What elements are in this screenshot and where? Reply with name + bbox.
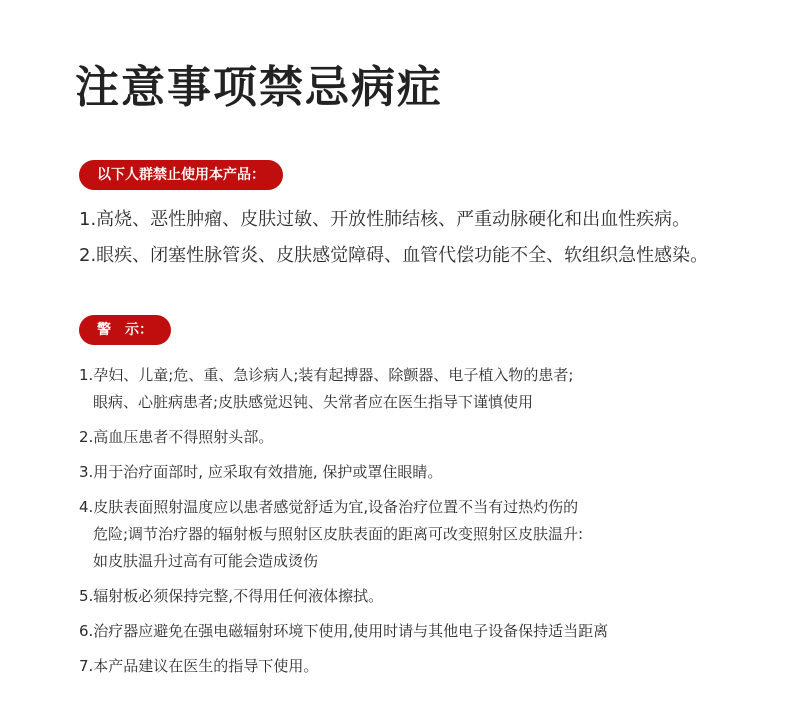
item-line: 5.辐射板必须保持完整,不得用任何液体擦拭。 bbox=[79, 587, 384, 605]
item-line: 如皮肤温升过高有可能会造成烫伤 bbox=[93, 552, 319, 570]
list-item: 2.眼疾、闭塞性脉管炎、皮肤感觉障碍、血管代偿功能不全、软组织急性感染。 bbox=[79, 245, 709, 266]
item-line: 危险;调节治疗器的辐射板与照射区皮肤表面的距离可改变照射区皮肤温升: bbox=[93, 525, 584, 543]
list-item bbox=[79, 362, 770, 416]
item-line: 3.用于治疗面部时, 应采取有效措施, 保护或罩住眼睛。 bbox=[79, 463, 443, 481]
item-line: 6.治疗器应避免在强电磁辐射环境下使用,使用时请与其他电子设备保持适当距离 bbox=[79, 622, 609, 640]
list-item bbox=[79, 618, 770, 645]
item-line: 4.皮肤表面照射温度应以患者感觉舒适为宜,设备治疗位置不当有过热灼伤的 bbox=[79, 498, 579, 516]
list-item bbox=[79, 424, 770, 451]
list-item bbox=[79, 494, 770, 575]
list-item bbox=[79, 653, 770, 680]
contraindication-list bbox=[79, 202, 770, 274]
list-item: 1.高烧、恶性肿瘤、皮肤过敏、开放性肺结核、严重动脉硬化和出血性疾病。 bbox=[79, 209, 691, 230]
section-label-contraindications: 以下人群禁止使用本产品： bbox=[79, 160, 283, 190]
section-label-warnings: 警 示： bbox=[79, 315, 171, 345]
list-item bbox=[79, 583, 770, 610]
list-item bbox=[79, 459, 770, 486]
item-line: 1.孕妇、儿童;危、重、急诊病人;装有起搏器、除颤器、电子植入物的患者; bbox=[79, 366, 574, 384]
item-line: 眼病、心脏病患者;皮肤感觉迟钝、失常者应在医生指导下谨慎使用 bbox=[93, 393, 534, 411]
item-line: 2.高血压患者不得照射头部。 bbox=[79, 428, 274, 446]
page-title: 注意事项禁忌病症 bbox=[75, 62, 443, 113]
item-line: 7.本产品建议在医生的指导下使用。 bbox=[79, 657, 319, 675]
warning-list bbox=[79, 362, 770, 680]
